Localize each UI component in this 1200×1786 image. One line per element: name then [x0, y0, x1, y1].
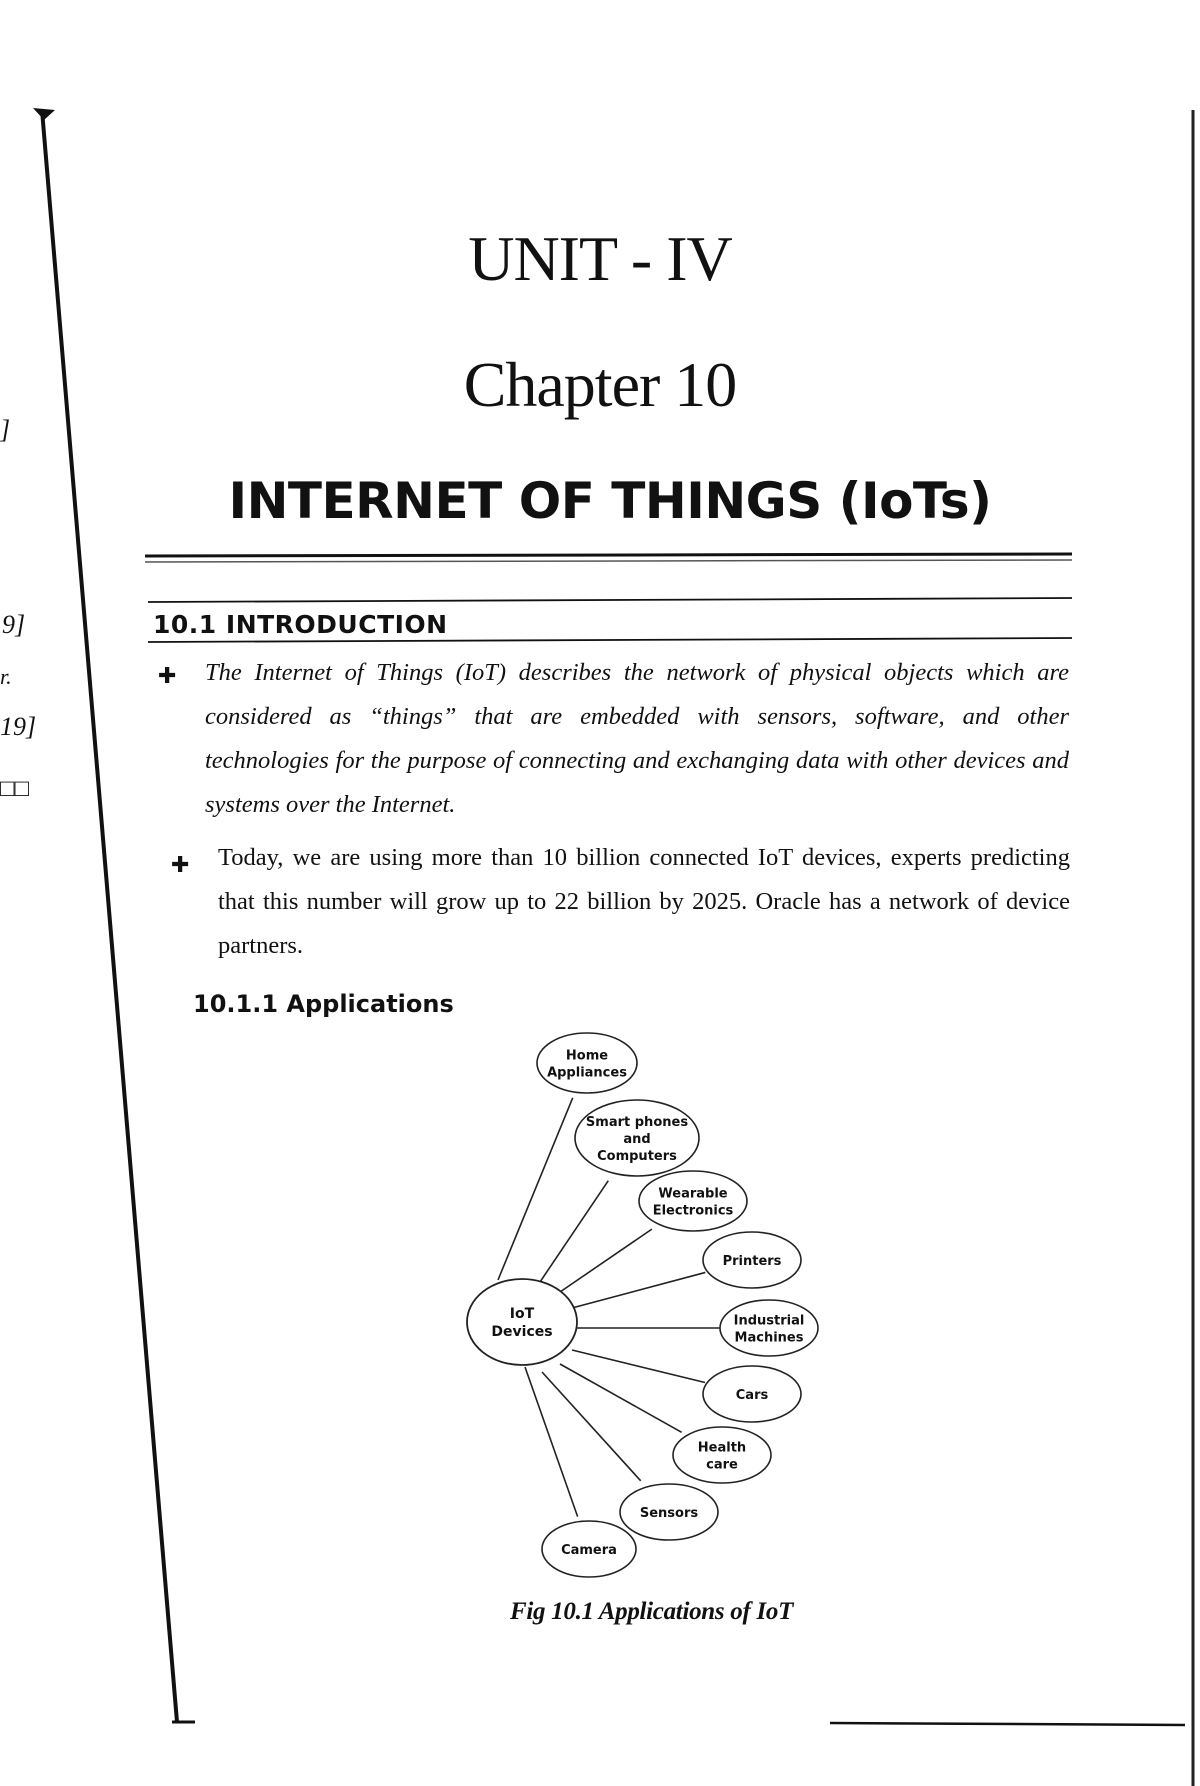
- application-label: Computers: [597, 1149, 677, 1164]
- connector-line: [572, 1272, 705, 1308]
- intro-paragraph: The Internet of Things (IoT) describes the network of physical objects which are considered as “things” that are embedded with sensors, software, and other technologies for the purpose of connecting and exchanging data with other devices and systems over the Internet.: [205, 659, 1069, 818]
- application-label: and: [623, 1132, 651, 1147]
- stats-paragraph: Today, we are using more than 10 billion connected IoT devices, experts predicting that this number will grow up to 22 billion by 2025. Oracle has a network of device partners.: [218, 844, 1070, 959]
- margin-fragment: 19]: [0, 712, 37, 741]
- application-label: care: [706, 1457, 738, 1473]
- connector-line: [498, 1098, 573, 1280]
- section-heading: 10.1 INTRODUCTION: [153, 610, 448, 639]
- margin-fragment: ]: [0, 415, 11, 444]
- connector-line: [560, 1364, 682, 1432]
- hub-label: IoT: [509, 1306, 535, 1322]
- margin-fragment: □□: [0, 776, 29, 802]
- application-label: Cars: [735, 1388, 769, 1403]
- unit-heading: UNIT - IV: [468, 223, 732, 294]
- subsection-heading: 10.1.1 Applications: [193, 990, 454, 1018]
- connector-line: [525, 1367, 578, 1517]
- application-label: Smart phones: [585, 1115, 689, 1130]
- application-label: Camera: [561, 1543, 617, 1558]
- application-label: Wearable: [658, 1186, 728, 1202]
- application-label: Industrial: [733, 1313, 805, 1329]
- application-label: Home: [565, 1048, 609, 1064]
- connector-line: [572, 1350, 705, 1383]
- application-label: Electronics: [652, 1203, 734, 1219]
- hub-node: [467, 1279, 577, 1365]
- application-label: Appliances: [547, 1065, 627, 1081]
- chapter-heading: Chapter 10: [463, 349, 737, 420]
- margin-fragment: r.: [0, 664, 12, 689]
- hub-label: Devices: [491, 1324, 553, 1340]
- application-label: Printers: [722, 1254, 782, 1269]
- margin-fragment: 9]: [2, 610, 26, 639]
- figure-caption: Fig 10.1 Applications of IoT: [510, 1598, 794, 1625]
- application-label: Health: [697, 1440, 747, 1456]
- bullet-icon: ✚: [171, 853, 190, 878]
- connector-line: [560, 1229, 652, 1292]
- application-label: Machines: [734, 1330, 804, 1346]
- bullet-icon: ✚: [158, 664, 177, 689]
- connector-line: [542, 1372, 641, 1481]
- application-label: Sensors: [639, 1506, 699, 1521]
- chapter-title: INTERNET OF THINGS (IoTs): [228, 472, 992, 530]
